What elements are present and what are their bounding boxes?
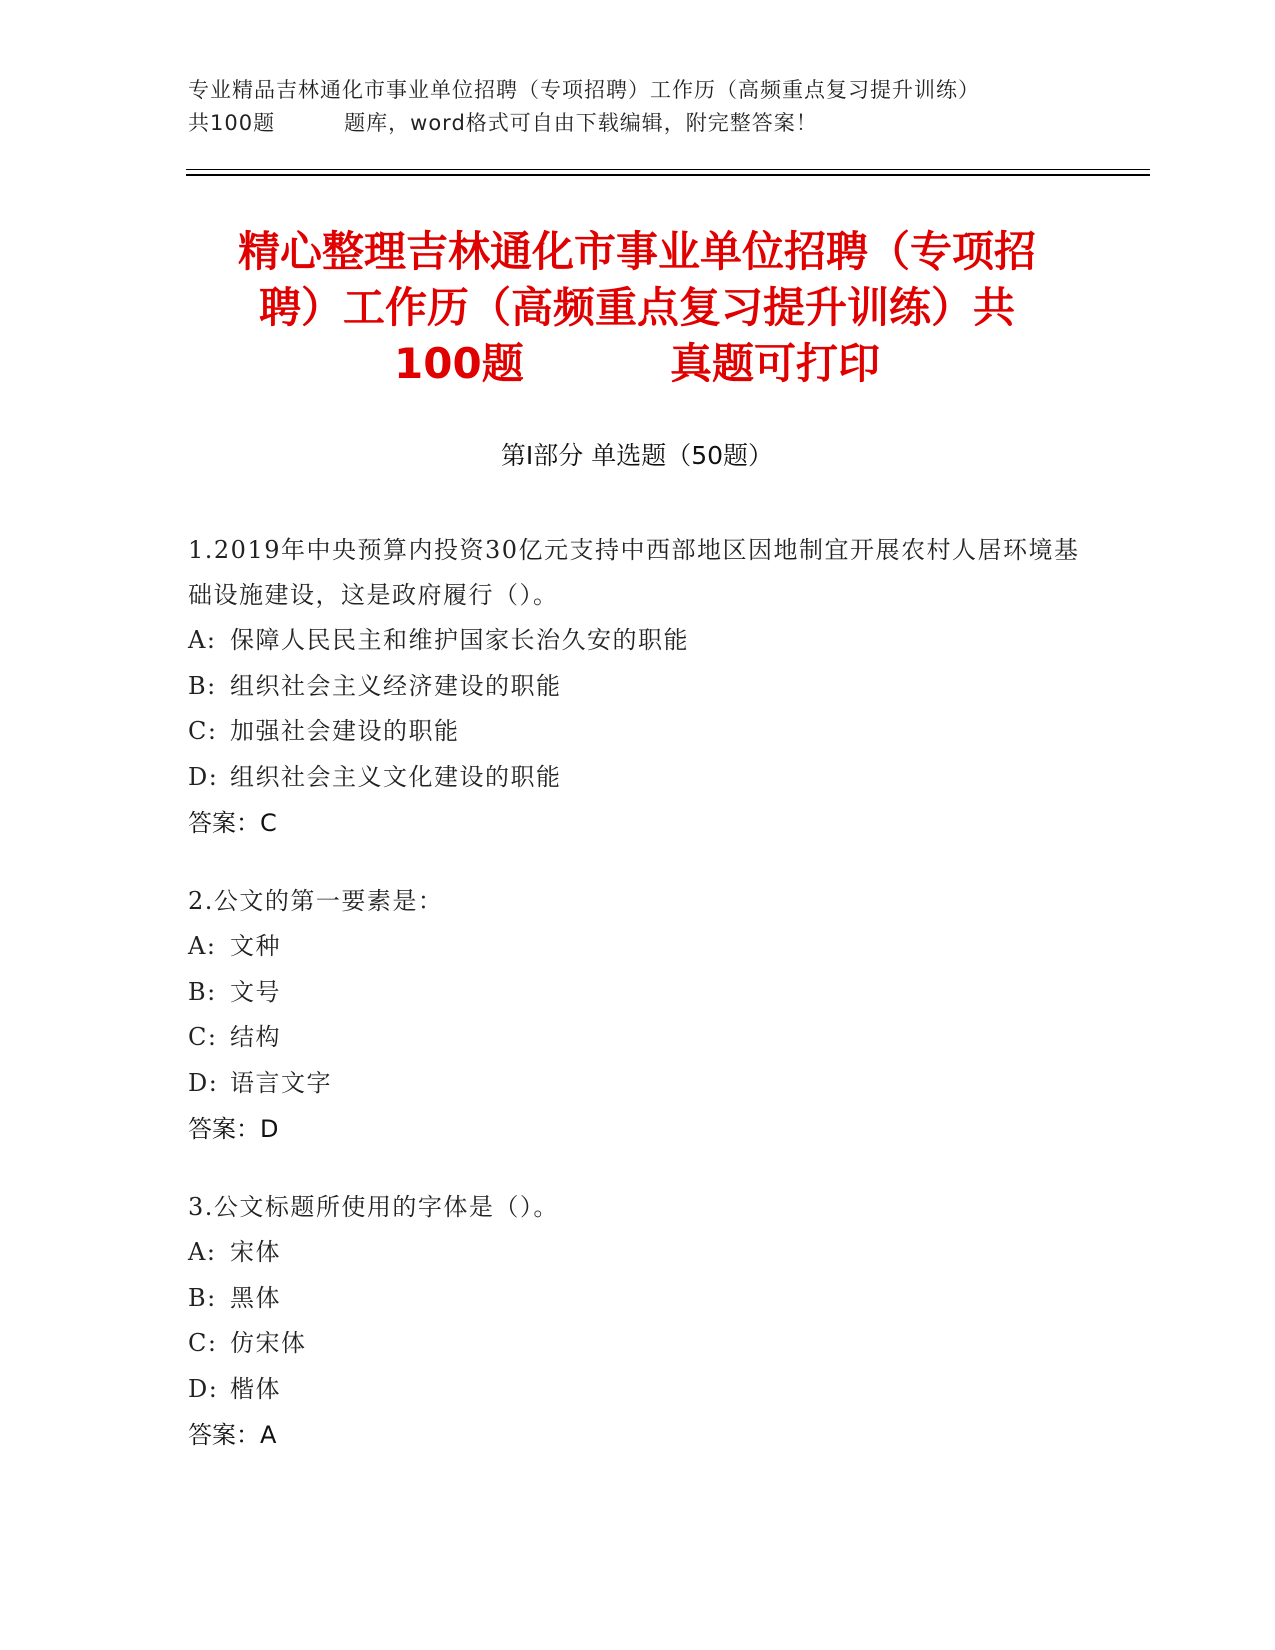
option-letter: B:	[188, 977, 217, 1006]
question-2	[188, 879, 1088, 1152]
option-b	[188, 1276, 1088, 1322]
option-c	[188, 1015, 1088, 1061]
header-line-1: 专业精品吉林通化市事业单位招聘（专项招聘）工作历（高频重点复习提升训练）	[188, 78, 980, 102]
option-letter: D:	[188, 1068, 219, 1097]
question-stem: 1.2019年中央预算内投资30亿元支持中西部地区因地制宜开展农村人居环境基础设施建设，这是政府履行（）。	[188, 536, 1080, 609]
option-b	[188, 664, 1088, 710]
option-letter: B:	[188, 1283, 217, 1312]
option-letter: A:	[188, 1238, 217, 1266]
question-stem: 2.公文的第一要素是：	[188, 887, 444, 915]
title-line-2: 聘）工作历（高频重点复习提升训练）共	[258, 283, 1015, 332]
option-a	[188, 618, 1088, 664]
section-title: 第Ⅰ部分 单选题（50题）	[500, 441, 774, 470]
document-title	[186, 224, 1088, 392]
header-line-2: 共100题 题库，word格式可自由下载编辑，附完整答案！	[188, 111, 818, 135]
option-letter: B:	[188, 671, 217, 700]
option-c	[188, 709, 1088, 755]
option-d	[188, 755, 1088, 801]
option-a	[188, 1230, 1088, 1276]
option-letter: C:	[188, 1023, 218, 1051]
option-text: 组织社会主义经济建设的职能	[230, 671, 562, 700]
option-text: 黑体	[230, 1283, 281, 1312]
question-3	[188, 1185, 1088, 1458]
title-line-3: 100题 真题可打印	[394, 339, 880, 388]
option-c	[188, 1321, 1088, 1367]
question-1	[188, 528, 1088, 846]
option-text: 文号	[230, 977, 281, 1006]
option-text: 保障人民民主和维护国家长治久安的职能	[230, 626, 689, 654]
option-text: 宋体	[230, 1238, 281, 1266]
option-text: 文种	[230, 932, 281, 960]
option-b	[188, 970, 1088, 1016]
option-text: 仿宋体	[230, 1329, 307, 1357]
option-letter: A:	[188, 626, 217, 654]
question-stem: 3.公文标题所使用的字体是（）。	[188, 1193, 559, 1221]
option-letter: C:	[188, 1329, 218, 1357]
option-text: 语言文字	[230, 1068, 332, 1097]
option-text: 加强社会建设的职能	[230, 717, 460, 745]
question-list	[188, 528, 1088, 1491]
option-text: 结构	[230, 1023, 281, 1051]
option-letter: A:	[188, 932, 217, 960]
header-note	[188, 74, 1088, 140]
option-letter: D:	[188, 1374, 219, 1403]
option-letter: D:	[188, 762, 219, 791]
option-a	[188, 924, 1088, 970]
answer-label: 答案：C	[188, 809, 277, 837]
header-rule-thin	[186, 169, 1150, 170]
option-text: 楷体	[230, 1374, 281, 1403]
option-text: 组织社会主义文化建设的职能	[230, 762, 562, 791]
header-rule-thick	[186, 174, 1150, 176]
option-letter: C:	[188, 717, 218, 745]
answer-label: 答案：D	[188, 1115, 279, 1143]
answer-label: 答案：A	[188, 1421, 277, 1449]
option-d	[188, 1367, 1088, 1413]
title-line-1: 精心整理吉林通化市事业单位招聘（专项招	[237, 227, 1036, 276]
option-d	[188, 1061, 1088, 1107]
